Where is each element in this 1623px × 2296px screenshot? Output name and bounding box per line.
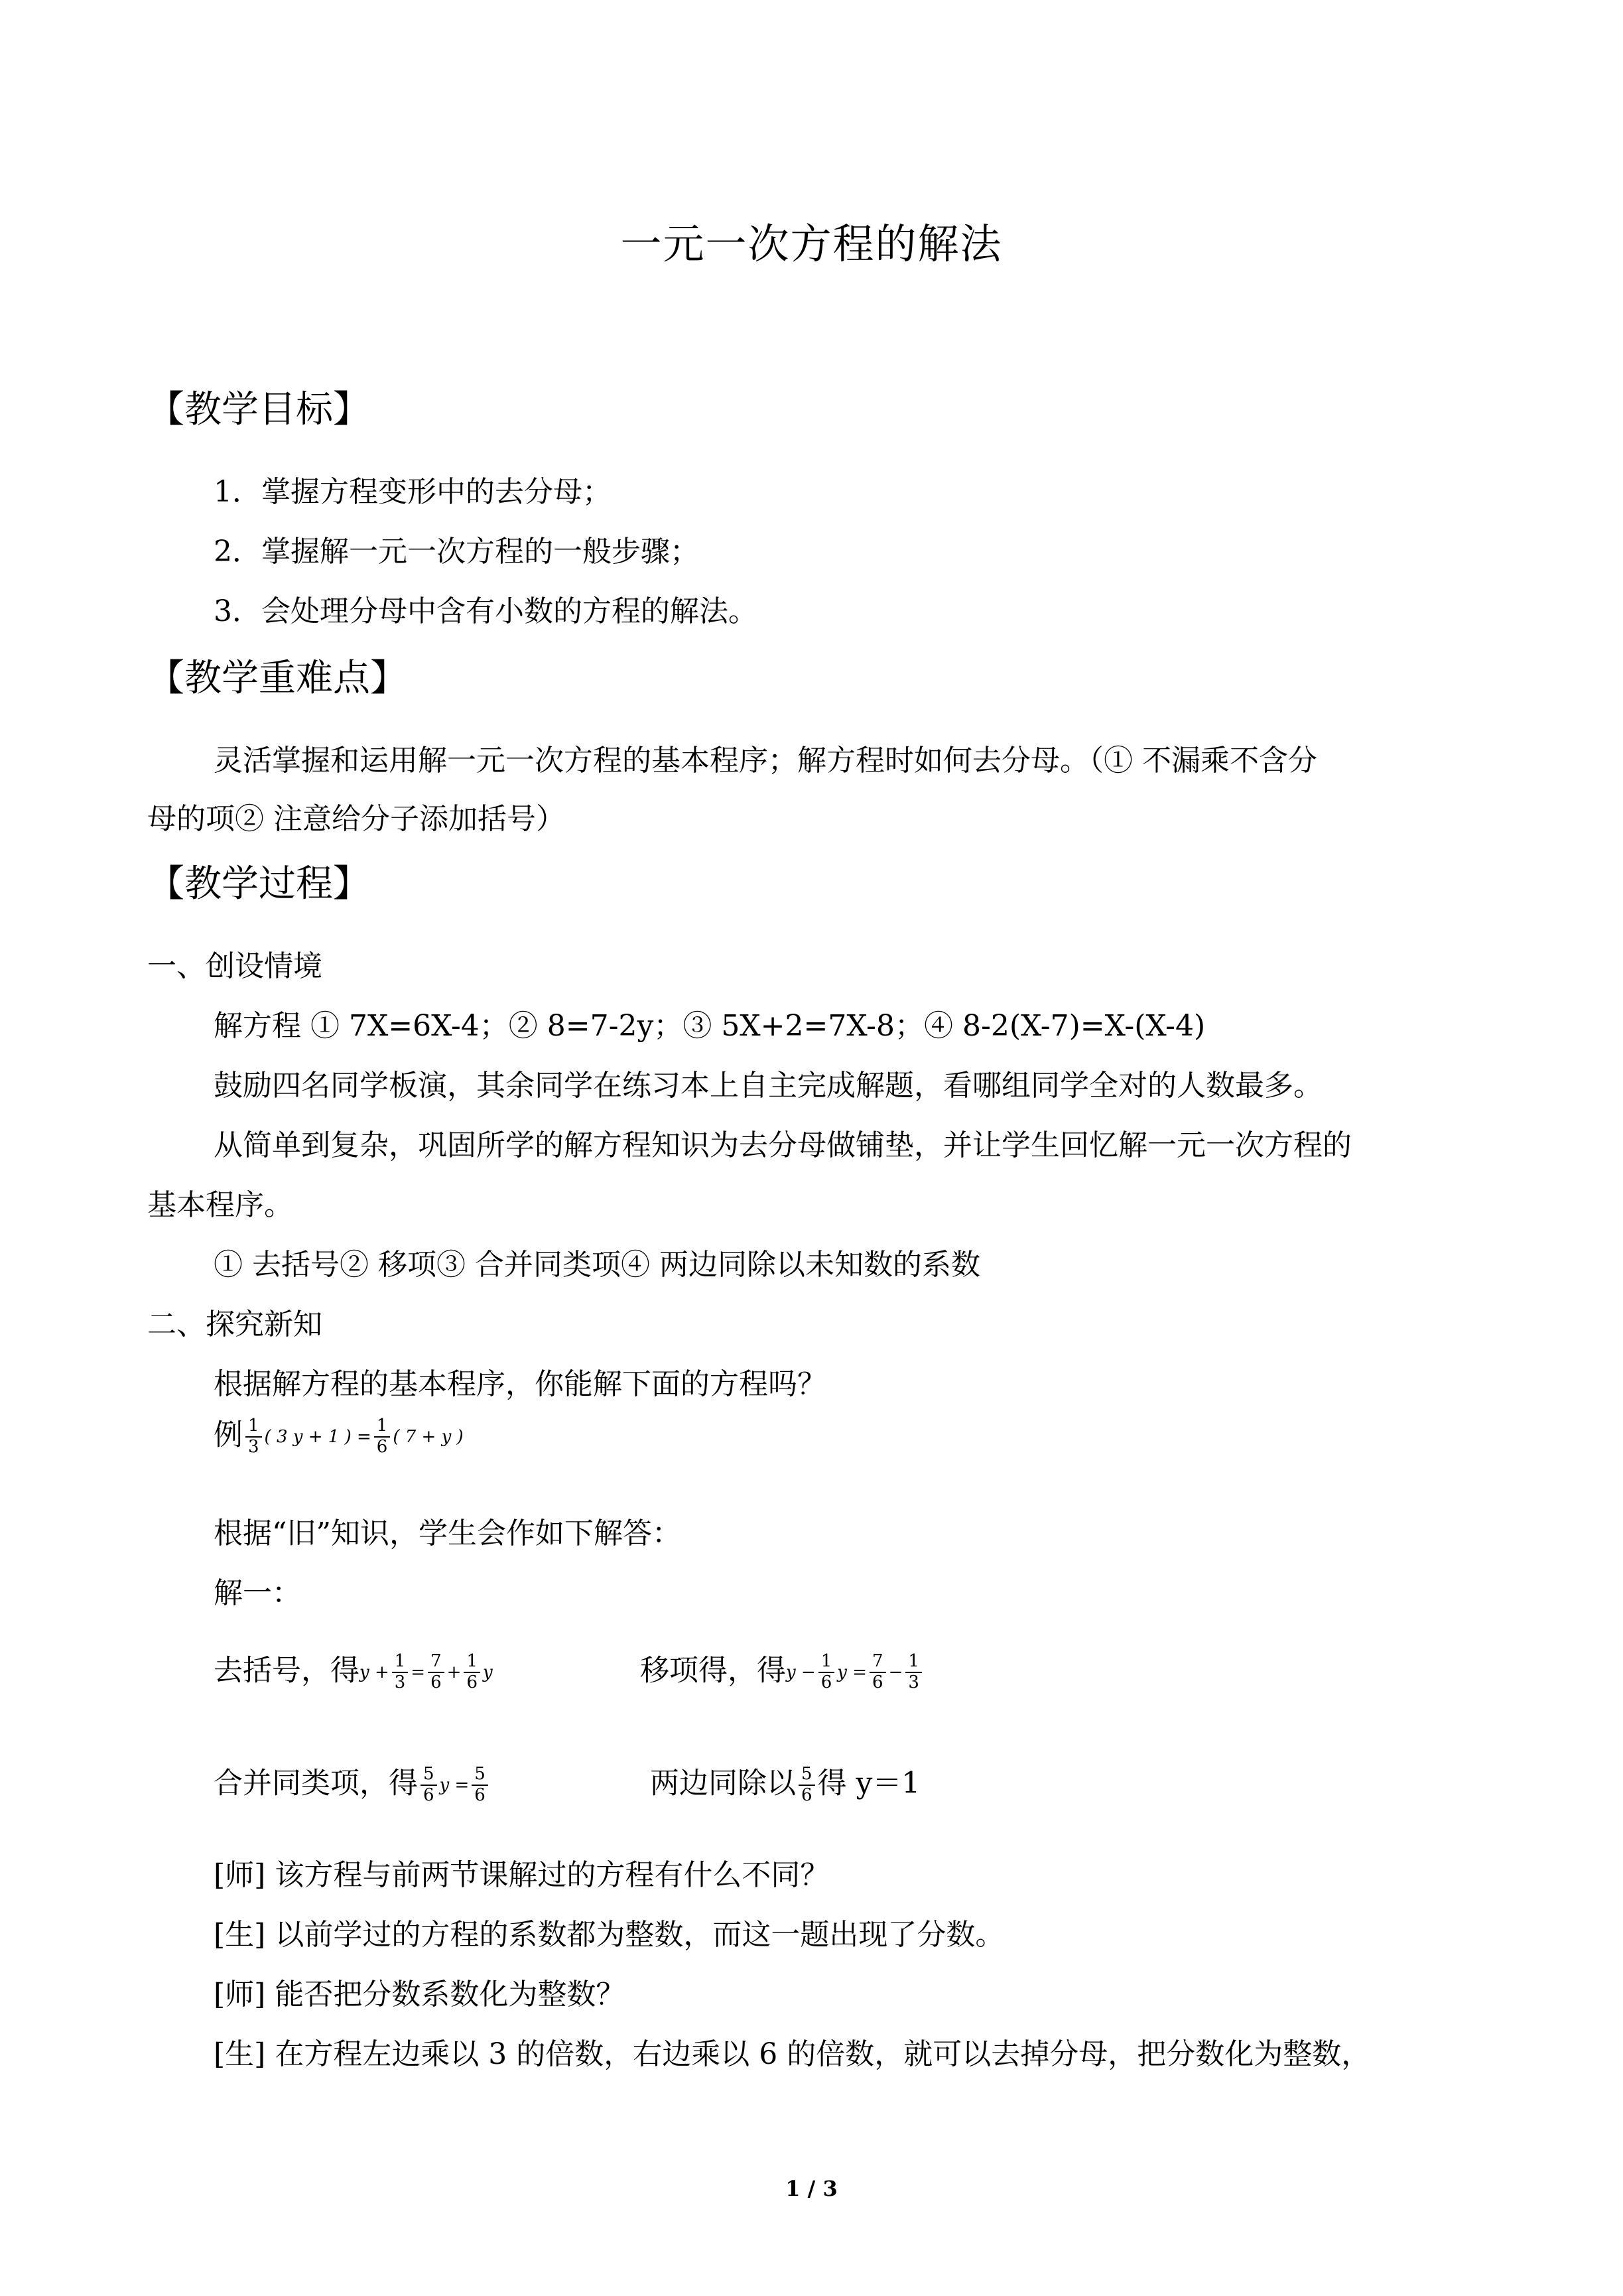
goal-item-3: 3．会处理分母中含有小数的方程的解法。 bbox=[214, 594, 757, 628]
part2-line-2: 根据“旧”知识，学生会作如下解答： bbox=[214, 1517, 681, 1550]
part1-line-5: ① 去括号② 移项③ 合并同类项④ 两边同除以未知数的系数 bbox=[214, 1248, 980, 1282]
dialog-line-2: [生] 以前学过的方程的系数都为整数，而这一题出现了分数。 bbox=[214, 1918, 1005, 1952]
step-2: 移项得，得y − $\frac{1}{6}$ y = $\frac{7}{6}$ − $\frac{1}{3}$ bbox=[640, 1652, 925, 1693]
part1-line-2: 鼓励四名同学板演，其余同学在练习本上自主完成解题，看哪组同学全对的人数最多。 bbox=[214, 1069, 1323, 1103]
example-label: 例 bbox=[214, 1418, 243, 1452]
page-number: 1 / 3 bbox=[785, 2176, 838, 2201]
step-3: 合并同类项，得 $\frac{5}{6}$ y = $\frac{5}{6}$ bbox=[214, 1765, 491, 1806]
dialog-line-1: [师] 该方程与前两节课解过的方程有什么不同？ bbox=[214, 1858, 830, 1892]
fraction: $\frac{5}{6}$ bbox=[799, 1765, 815, 1806]
process-heading: 【教学过程】 bbox=[147, 862, 370, 906]
part2-heading: 二、探究新知 bbox=[147, 1308, 322, 1341]
example-equation: 例 $\frac{1}{3}$ ( 3 y + 1 ) = $\frac{1}{6}$ ( 7 + y ) bbox=[214, 1416, 464, 1457]
part1-line-3: 从简单到复杂，巩固所学的解方程知识为去分母做铺垫，并让学生回忆解一元一次方程的 bbox=[214, 1128, 1352, 1162]
fraction: $\frac{1}{3}$ bbox=[245, 1416, 262, 1457]
fraction: $\frac{5}{6}$ bbox=[421, 1765, 437, 1806]
goal-item-1: 1．掌握方程变形中的去分母； bbox=[214, 475, 612, 509]
page-title: 一元一次方程的解法 bbox=[620, 220, 1003, 268]
part1-line-4: 基本程序。 bbox=[147, 1188, 293, 1222]
goals-heading: 【教学目标】 bbox=[147, 388, 370, 431]
fraction: $\frac{1}{3}$ bbox=[905, 1652, 922, 1693]
part1-line-1: 解方程 ① 7X=6X-4；② 8=7-2y；③ 5X+2=7X-8；④ 8-2(X-7)=X-(X-4) bbox=[214, 1009, 1206, 1043]
fraction: $\frac{1}{6}$ bbox=[464, 1652, 480, 1693]
fraction: $\frac{7}{6}$ bbox=[870, 1652, 886, 1693]
fraction: $\frac{1}{6}$ bbox=[818, 1652, 835, 1693]
step-4: 两边同除以 $\frac{5}{6}$ 得 y＝1 bbox=[650, 1764, 921, 1805]
fraction: $\frac{5}{6}$ bbox=[472, 1765, 488, 1806]
key-line-2: 母的项② 注意给分子添加括号） bbox=[147, 802, 565, 836]
fraction: $\frac{1}{3}$ bbox=[392, 1652, 409, 1693]
step-1: 去括号，得y + $\frac{1}{3}$ = $\frac{7}{6}$ + $\frac{1}{6}$ y bbox=[214, 1651, 493, 1692]
dialog-line-3: [师] 能否把分数系数化为整数？ bbox=[214, 1978, 625, 2011]
solution-label: 解一： bbox=[214, 1576, 301, 1610]
key-heading: 【教学重难点】 bbox=[147, 657, 407, 700]
fraction: $\frac{1}{6}$ bbox=[374, 1416, 391, 1457]
goal-item-2: 2．掌握解一元一次方程的一般步骤； bbox=[214, 535, 699, 569]
fraction: $\frac{7}{6}$ bbox=[428, 1652, 444, 1693]
part1-heading: 一、创设情境 bbox=[147, 949, 322, 983]
part2-line-1: 根据解方程的基本程序，你能解下面的方程吗？ bbox=[214, 1367, 826, 1401]
dialog-line-4: [生] 在方程左边乘以 3 的倍数，右边乘以 6 的倍数，就可以去掉分母，把分数化为整数， bbox=[214, 2037, 1371, 2071]
key-line-1: 灵活掌握和运用解一元一次方程的基本程序；解方程时如何去分母。（① 不漏乘不含分 bbox=[214, 744, 1317, 777]
